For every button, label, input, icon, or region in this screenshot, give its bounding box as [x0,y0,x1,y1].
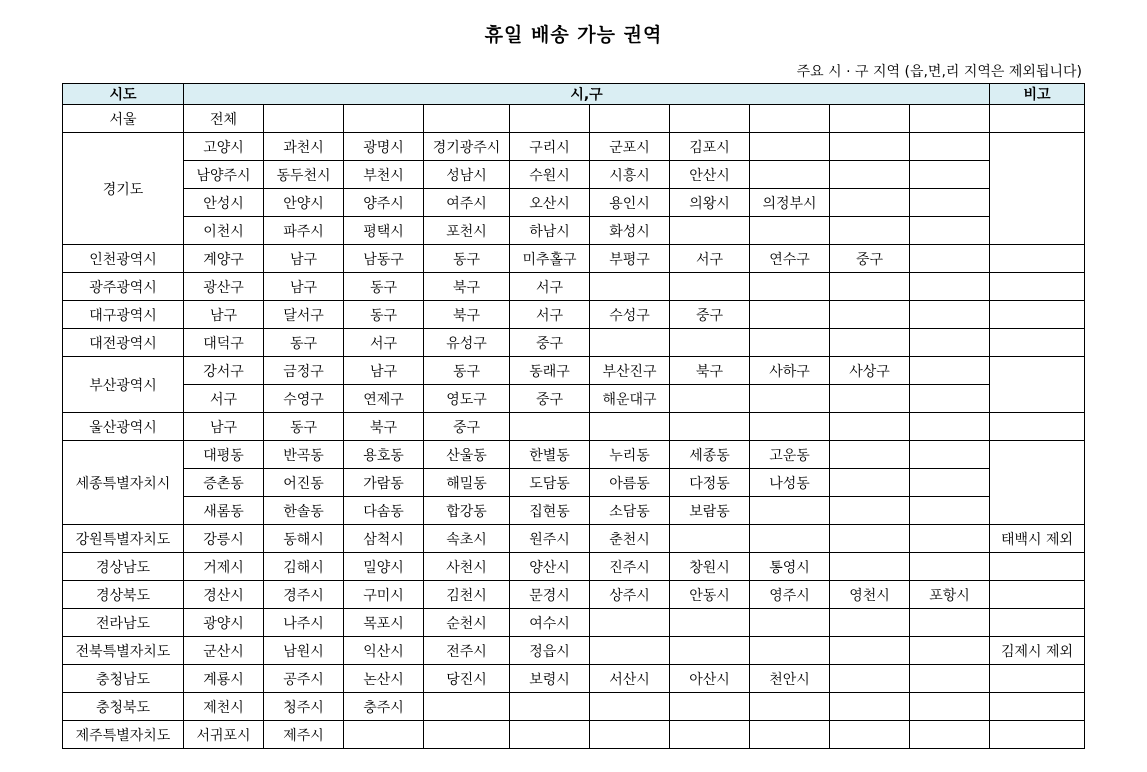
city-cell: 용호동 [344,441,424,469]
city-cell: 중구 [510,385,590,413]
city-cell: 영주시 [750,581,830,609]
region-cell: 충청북도 [63,693,184,721]
city-cell: 남구 [264,245,344,273]
table-row [63,525,1085,553]
city-cell: 통영시 [750,553,830,581]
empty-cell [910,721,990,749]
empty-cell [830,105,910,133]
city-cell: 동구 [424,245,510,273]
city-cell: 서산시 [590,665,670,693]
empty-cell [510,105,590,133]
city-cell: 전주시 [424,637,510,665]
table-row [63,665,1085,693]
city-cell: 김천시 [424,581,510,609]
city-cell: 광양시 [184,609,264,637]
city-cell: 제천시 [184,693,264,721]
empty-cell [910,497,990,525]
table-row [63,105,1085,133]
city-cell: 시흥시 [590,161,670,189]
city-cell: 동구 [264,329,344,357]
table-row [63,609,1085,637]
city-cell: 동래구 [510,357,590,385]
empty-cell [750,497,830,525]
remark-cell [990,693,1085,721]
city-cell: 김해시 [264,553,344,581]
city-cell: 경주시 [264,581,344,609]
table-row [63,301,1085,329]
empty-cell [910,385,990,413]
header-cities: 시,구 [184,84,990,105]
remark-cell: 김제시 제외 [990,637,1085,665]
remark-cell [990,581,1085,609]
empty-cell [590,273,670,301]
empty-cell [910,161,990,189]
city-cell: 군포시 [590,133,670,161]
empty-cell [750,609,830,637]
region-cell: 경기도 [63,133,184,245]
empty-cell [830,693,910,721]
city-cell: 이천시 [184,217,264,245]
city-cell: 서구 [510,273,590,301]
table-row [63,273,1085,301]
empty-cell [830,301,910,329]
city-cell: 어진동 [264,469,344,497]
city-cell: 중구 [830,245,910,273]
empty-cell [750,637,830,665]
city-cell: 광산구 [184,273,264,301]
remark-cell [990,133,1085,245]
empty-cell [590,413,670,441]
region-cell: 전북특별자치도 [63,637,184,665]
city-cell: 서구 [670,245,750,273]
empty-cell [750,161,830,189]
empty-cell [510,693,590,721]
city-cell: 정읍시 [510,637,590,665]
city-cell: 파주시 [264,217,344,245]
city-cell: 구미시 [344,581,424,609]
region-cell: 대전광역시 [63,329,184,357]
city-cell: 동구 [264,413,344,441]
city-cell: 남양주시 [184,161,264,189]
city-cell: 한솔동 [264,497,344,525]
city-cell: 고양시 [184,133,264,161]
city-cell: 소담동 [590,497,670,525]
empty-cell [910,133,990,161]
city-cell: 속초시 [424,525,510,553]
city-cell: 제주시 [264,721,344,749]
city-cell: 대덕구 [184,329,264,357]
empty-cell [910,469,990,497]
city-cell: 사천시 [424,553,510,581]
city-cell: 미추홀구 [510,245,590,273]
city-cell: 계양구 [184,245,264,273]
city-cell: 누리동 [590,441,670,469]
city-cell: 연제구 [344,385,424,413]
table-row [63,385,1085,413]
city-cell: 양산시 [510,553,590,581]
region-cell: 울산광역시 [63,413,184,441]
city-cell: 남원시 [264,637,344,665]
city-cell: 다정동 [670,469,750,497]
city-cell: 강서구 [184,357,264,385]
city-cell: 밀양시 [344,553,424,581]
empty-cell [830,665,910,693]
empty-cell [910,441,990,469]
city-cell: 동구 [344,273,424,301]
city-cell: 동해시 [264,525,344,553]
table-row [63,497,1085,525]
table-row [63,553,1085,581]
city-cell: 거제시 [184,553,264,581]
city-cell: 한별동 [510,441,590,469]
table-row [63,217,1085,245]
city-cell: 서구 [344,329,424,357]
empty-cell [670,385,750,413]
city-cell: 가람동 [344,469,424,497]
city-cell: 용인시 [590,189,670,217]
city-cell: 대평동 [184,441,264,469]
city-cell: 서귀포시 [184,721,264,749]
empty-cell [910,273,990,301]
city-cell: 반곡동 [264,441,344,469]
empty-cell [670,525,750,553]
remark-cell [990,413,1085,441]
empty-cell [830,441,910,469]
empty-cell [910,329,990,357]
empty-cell [830,413,910,441]
empty-cell [750,133,830,161]
remark-cell [990,301,1085,329]
page-title: 휴일 배송 가능 권역 [484,24,663,46]
table-row [63,329,1085,357]
empty-cell [670,217,750,245]
region-cell: 세종특별자치시 [63,441,184,525]
city-cell: 영천시 [830,581,910,609]
city-cell: 북구 [424,301,510,329]
city-cell: 안동시 [670,581,750,609]
table-row [63,161,1085,189]
city-cell: 동두천시 [264,161,344,189]
city-cell: 연수구 [750,245,830,273]
city-cell: 중구 [670,301,750,329]
empty-cell [590,721,670,749]
empty-cell [910,301,990,329]
remark-cell [990,245,1085,273]
city-cell: 남구 [184,301,264,329]
table-row [63,721,1085,749]
region-cell: 경상남도 [63,553,184,581]
city-cell: 공주시 [264,665,344,693]
table-row [63,637,1085,665]
city-cell: 김포시 [670,133,750,161]
city-cell: 천안시 [750,665,830,693]
empty-cell [910,357,990,385]
empty-cell [830,525,910,553]
remark-cell [990,105,1085,133]
empty-cell [830,469,910,497]
city-cell: 하남시 [510,217,590,245]
empty-cell [670,637,750,665]
city-cell: 남구 [184,413,264,441]
city-cell: 해운대구 [590,385,670,413]
city-cell: 군산시 [184,637,264,665]
city-cell: 북구 [344,413,424,441]
empty-cell [750,217,830,245]
city-cell: 도담동 [510,469,590,497]
city-cell: 수영구 [264,385,344,413]
city-cell: 남구 [264,273,344,301]
empty-cell [670,693,750,721]
table-row [63,189,1085,217]
city-cell: 안산시 [670,161,750,189]
city-cell: 문경시 [510,581,590,609]
region-cell: 서울 [63,105,184,133]
header-row [63,84,1085,105]
empty-cell [590,693,670,721]
empty-cell [510,721,590,749]
city-cell: 달서구 [264,301,344,329]
city-cell: 보령시 [510,665,590,693]
empty-cell [750,105,830,133]
city-cell: 경산시 [184,581,264,609]
empty-cell [830,553,910,581]
empty-cell [590,105,670,133]
empty-cell [670,273,750,301]
empty-cell [830,609,910,637]
city-cell: 익산시 [344,637,424,665]
city-cell: 의정부시 [750,189,830,217]
region-cell: 경상북도 [63,581,184,609]
city-cell: 진주시 [590,553,670,581]
city-cell: 원주시 [510,525,590,553]
empty-cell [424,105,510,133]
city-cell: 과천시 [264,133,344,161]
city-cell: 의왕시 [670,189,750,217]
region-cell: 충청남도 [63,665,184,693]
remark-cell [990,665,1085,693]
empty-cell [910,189,990,217]
empty-cell [670,721,750,749]
city-cell: 서구 [184,385,264,413]
city-cell: 서구 [510,301,590,329]
city-cell: 남구 [344,357,424,385]
empty-cell [590,329,670,357]
table-row [63,581,1085,609]
empty-cell [910,693,990,721]
city-cell: 청주시 [264,693,344,721]
city-cell: 세종동 [670,441,750,469]
empty-cell [910,609,990,637]
city-cell: 여주시 [424,189,510,217]
empty-cell [910,665,990,693]
table-body [63,105,1085,749]
table-row [63,693,1085,721]
city-cell: 남동구 [344,245,424,273]
city-cell: 안성시 [184,189,264,217]
city-cell: 중구 [424,413,510,441]
empty-cell [910,553,990,581]
empty-cell [750,301,830,329]
city-cell: 금정구 [264,357,344,385]
city-cell: 양주시 [344,189,424,217]
city-cell: 다솜동 [344,497,424,525]
table-row [63,441,1085,469]
remark-cell [990,357,1085,413]
empty-cell [750,385,830,413]
city-cell: 당진시 [424,665,510,693]
table-row [63,413,1085,441]
city-cell: 영도구 [424,385,510,413]
empty-cell [670,413,750,441]
city-cell: 수성구 [590,301,670,329]
region-cell: 인천광역시 [63,245,184,273]
city-cell: 수원시 [510,161,590,189]
empty-cell [910,217,990,245]
empty-cell [750,413,830,441]
empty-cell [750,721,830,749]
empty-cell [830,721,910,749]
city-cell: 중구 [510,329,590,357]
empty-cell [830,329,910,357]
city-cell: 나성동 [750,469,830,497]
region-cell: 강원특별자치도 [63,525,184,553]
coverage-note: 주요 시 · 구 지역 (읍,면,리 지역은 제외됩니다) [796,64,1082,80]
city-cell: 부천시 [344,161,424,189]
remark-cell [990,553,1085,581]
table-row [63,357,1085,385]
city-cell: 춘천시 [590,525,670,553]
remark-cell [990,721,1085,749]
empty-cell [750,693,830,721]
city-cell: 아름동 [590,469,670,497]
empty-cell [830,189,910,217]
city-cell: 평택시 [344,217,424,245]
city-cell: 부평구 [590,245,670,273]
city-cell: 충주시 [344,693,424,721]
city-cell: 포천시 [424,217,510,245]
city-cell: 구리시 [510,133,590,161]
empty-cell [910,245,990,273]
empty-cell [830,217,910,245]
city-cell: 산울동 [424,441,510,469]
city-cell: 전체 [184,105,264,133]
header-region: 시도 [63,84,184,105]
region-cell: 제주특별자치도 [63,721,184,749]
empty-cell [750,273,830,301]
remark-cell [990,441,1085,525]
empty-cell [264,105,344,133]
city-cell: 동구 [344,301,424,329]
empty-cell [830,133,910,161]
region-cell: 광주광역시 [63,273,184,301]
city-cell: 상주시 [590,581,670,609]
empty-cell [424,721,510,749]
city-cell: 해밀동 [424,469,510,497]
empty-cell [910,525,990,553]
empty-cell [910,637,990,665]
empty-cell [510,413,590,441]
empty-cell [830,497,910,525]
remark-cell [990,273,1085,301]
city-cell: 포항시 [910,581,990,609]
empty-cell [750,329,830,357]
city-cell: 강릉시 [184,525,264,553]
city-cell: 목포시 [344,609,424,637]
city-cell: 성남시 [424,161,510,189]
city-cell: 합강동 [424,497,510,525]
empty-cell [670,329,750,357]
empty-cell [344,105,424,133]
remark-cell: 태백시 제외 [990,525,1085,553]
region-cell: 부산광역시 [63,357,184,413]
table-row [63,133,1085,161]
empty-cell [670,105,750,133]
city-cell: 경기광주시 [424,133,510,161]
empty-cell [830,637,910,665]
city-cell: 부산진구 [590,357,670,385]
city-cell: 집현동 [510,497,590,525]
empty-cell [830,385,910,413]
region-cell: 전라남도 [63,609,184,637]
city-cell: 나주시 [264,609,344,637]
remark-cell [990,329,1085,357]
city-cell: 순천시 [424,609,510,637]
delivery-region-table [62,83,1085,749]
city-cell: 새롬동 [184,497,264,525]
city-cell: 오산시 [510,189,590,217]
city-cell: 삼척시 [344,525,424,553]
empty-cell [670,609,750,637]
city-cell: 증촌동 [184,469,264,497]
city-cell: 안양시 [264,189,344,217]
empty-cell [590,637,670,665]
city-cell: 고운동 [750,441,830,469]
city-cell: 아산시 [670,665,750,693]
empty-cell [830,161,910,189]
header-remark: 비고 [990,84,1085,105]
empty-cell [750,525,830,553]
city-cell: 사상구 [830,357,910,385]
table-row [63,469,1085,497]
empty-cell [590,609,670,637]
city-cell: 계룡시 [184,665,264,693]
city-cell: 사하구 [750,357,830,385]
region-cell: 대구광역시 [63,301,184,329]
city-cell: 동구 [424,357,510,385]
empty-cell [344,721,424,749]
city-cell: 보람동 [670,497,750,525]
city-cell: 논산시 [344,665,424,693]
empty-cell [910,413,990,441]
empty-cell [830,273,910,301]
city-cell: 광명시 [344,133,424,161]
empty-cell [910,105,990,133]
city-cell: 화성시 [590,217,670,245]
city-cell: 유성구 [424,329,510,357]
city-cell: 북구 [424,273,510,301]
city-cell: 여수시 [510,609,590,637]
city-cell: 북구 [670,357,750,385]
table-row [63,245,1085,273]
empty-cell [424,693,510,721]
remark-cell [990,609,1085,637]
city-cell: 창원시 [670,553,750,581]
